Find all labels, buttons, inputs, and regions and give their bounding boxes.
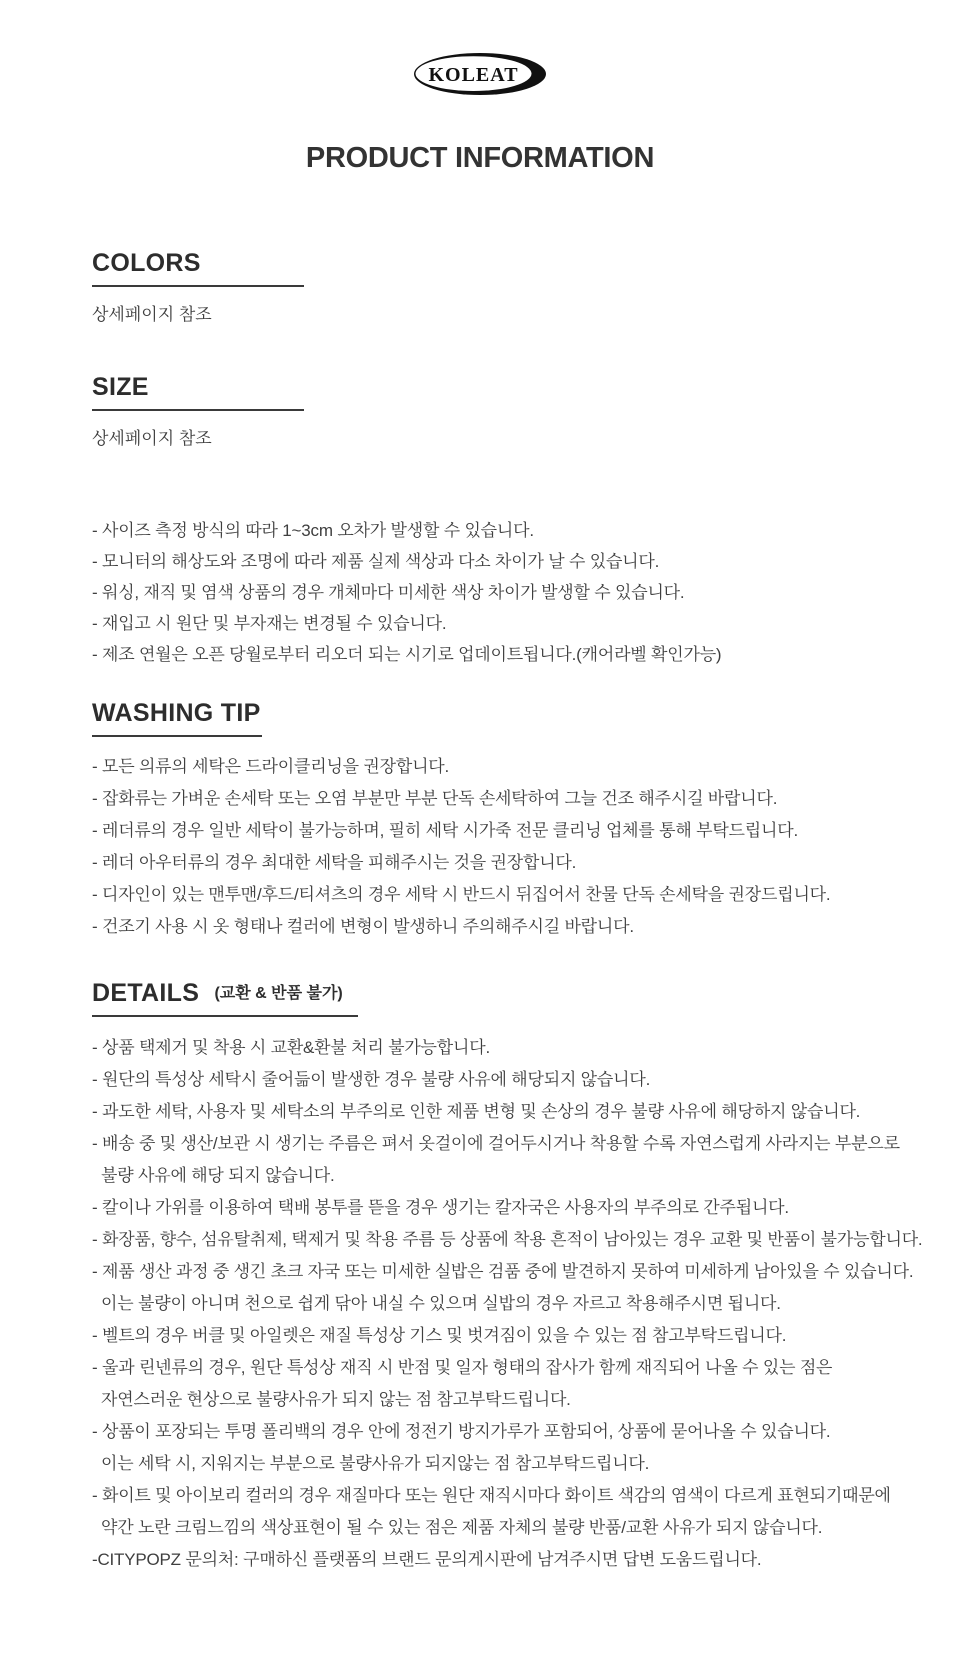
size-note-line: - 워싱, 재직 및 염색 상품의 경우 개체마다 미세한 색상 차이가 발생할 수 있습니다. xyxy=(92,583,685,602)
brand-logo-oval-icon xyxy=(413,52,547,96)
details-line: 자연스러운 현상으로 불량사유가 되지 않는 점 참고부탁드립니다. xyxy=(92,1390,571,1409)
colors-body-text: 상세페이지 참조 xyxy=(92,305,212,324)
brand-logo-text: KOLEAT xyxy=(428,64,519,86)
details-line: - 과도한 세탁, 사용자 및 세탁소의 부주의로 인한 제품 변형 및 손상의 경우 불량 사유에 해당하지 않습니다. xyxy=(92,1102,861,1121)
details-line: - 배송 중 및 생산/보관 시 생기는 주름은 펴서 옷걸이에 걸어두시거나 착용할 수록 자연스럽게 사라지는 부분으로 xyxy=(92,1134,900,1153)
size-section xyxy=(92,375,940,449)
brand-logo xyxy=(0,0,960,101)
washing-tip-line: - 건조기 사용 시 옷 형태나 컬러에 변형이 발생하니 주의해주시길 바랍니다. xyxy=(92,917,634,936)
details-line: - 화장품, 향수, 섬유탈취제, 택제거 및 착용 주름 등 상품에 착용 흔적이 남아있는 경우 교환 및 반품이 불가능합니다. xyxy=(92,1230,923,1249)
details-line: 이는 세탁 시, 지워지는 부분으로 불량사유가 되지않는 점 참고부탁드립니다. xyxy=(92,1454,650,1473)
details-line: 약간 노란 크림느낌의 색상표현이 될 수 있는 점은 제품 자체의 불량 반품/교환 사유가 되지 않습니다. xyxy=(92,1518,823,1537)
details-line: 이는 불량이 아니며 천으로 쉽게 닦아 내실 수 있으며 실밥의 경우 자르고 착용해주시면 됩니다. xyxy=(92,1294,781,1313)
colors-heading-rule xyxy=(92,285,304,287)
details-line: - 벨트의 경우 버클 및 아일렛은 재질 특성상 기스 및 벗겨짐이 있을 수 있는 점 참고부탁드립니다. xyxy=(92,1326,787,1345)
size-notes-list xyxy=(92,515,940,670)
details-heading-rule xyxy=(92,1015,358,1017)
page-content xyxy=(0,251,960,1576)
size-heading-rule xyxy=(92,409,304,411)
details-heading xyxy=(92,981,940,1006)
colors-heading: COLORS xyxy=(92,249,201,277)
details-heading-note: (교환 & 반품 불가) xyxy=(214,985,343,1002)
colors-section xyxy=(92,251,940,325)
details-line: - 원단의 특성상 세탁시 줄어듦이 발생한 경우 불량 사유에 해당되지 않습니다. xyxy=(92,1070,651,1089)
details-line: - 울과 린넨류의 경우, 원단 특성상 재직 시 반점 및 일자 형태의 잡사가 함께 재직되어 나올 수 있는 점은 xyxy=(92,1358,833,1377)
washing-tip-line: - 모든 의류의 세탁은 드라이클리닝을 권장합니다. xyxy=(92,757,450,776)
details-line: - 제품 생산 과정 중 생긴 초크 자국 또는 미세한 실밥은 검품 중에 발견하지 못하여 미세하게 남아있을 수 있습니다. xyxy=(92,1262,914,1281)
washing-tip-heading-rule xyxy=(92,735,262,737)
page-title: PRODUCT INFORMATION xyxy=(305,142,655,174)
washing-tip-line: - 디자인이 있는 맨투맨/후드/티셔츠의 경우 세탁 시 반드시 뒤집어서 찬물 단독 손세탁을 권장드립니다. xyxy=(92,885,831,904)
details-line: - 상품이 포장되는 투명 폴리백의 경우 안에 정전기 방지가루가 포함되어, 상품에 묻어나올 수 있습니다. xyxy=(92,1422,831,1441)
details-list xyxy=(92,1032,940,1576)
size-note-line: - 제조 연월은 오픈 당월로부터 리오더 되는 시기로 업데이트됩니다.(캐어라벨 확인가능) xyxy=(92,645,722,664)
washing-tip-line: - 잡화류는 가벼운 손세탁 또는 오염 부분만 부분 단독 손세탁하여 그늘 건조 해주시길 바랍니다. xyxy=(92,789,778,808)
size-note-line: - 사이즈 측정 방식의 따라 1~3cm 오차가 발생할 수 있습니다. xyxy=(92,521,534,540)
washing-tip-heading: WASHING TIP xyxy=(92,699,261,727)
details-line: - 화이트 및 아이보리 컬러의 경우 재질마다 또는 원단 재직시마다 화이트 색감의 염색이 다르게 표현되기때문에 xyxy=(92,1486,891,1505)
washing-tip-list xyxy=(92,751,940,943)
details-line: - 칼이나 가위를 이용하여 택배 봉투를 뜯을 경우 생기는 칼자국은 사용자의 부주의로 간주됩니다. xyxy=(92,1198,789,1217)
details-line: 불량 사유에 해당 되지 않습니다. xyxy=(92,1166,335,1185)
details-section xyxy=(92,981,940,1576)
details-line: -CITYPOPZ 문의처: 구매하신 플랫폼의 브랜드 문의게시판에 남겨주시면 답변 도움드립니다. xyxy=(92,1550,762,1569)
size-note-line: - 모니터의 해상도와 조명에 따라 제품 실제 색상과 다소 차이가 날 수 있습니다. xyxy=(92,552,660,571)
washing-tip-line: - 레더 아우터류의 경우 최대한 세탁을 피해주시는 것을 권장합니다. xyxy=(92,853,577,872)
washing-tip-line: - 레더류의 경우 일반 세탁이 불가능하며, 필히 세탁 시가죽 전문 클리닝 업체를 통해 부탁드립니다. xyxy=(92,821,798,840)
size-note-line: - 재입고 시 원단 및 부자재는 변경될 수 있습니다. xyxy=(92,614,447,633)
details-line: - 상품 택제거 및 착용 시 교환&환불 처리 불가능합니다. xyxy=(92,1038,490,1057)
size-body-text: 상세페이지 참조 xyxy=(92,429,212,448)
size-heading: SIZE xyxy=(92,373,149,401)
details-heading-text: DETAILS xyxy=(92,979,200,1007)
washing-tip-section xyxy=(92,701,940,943)
